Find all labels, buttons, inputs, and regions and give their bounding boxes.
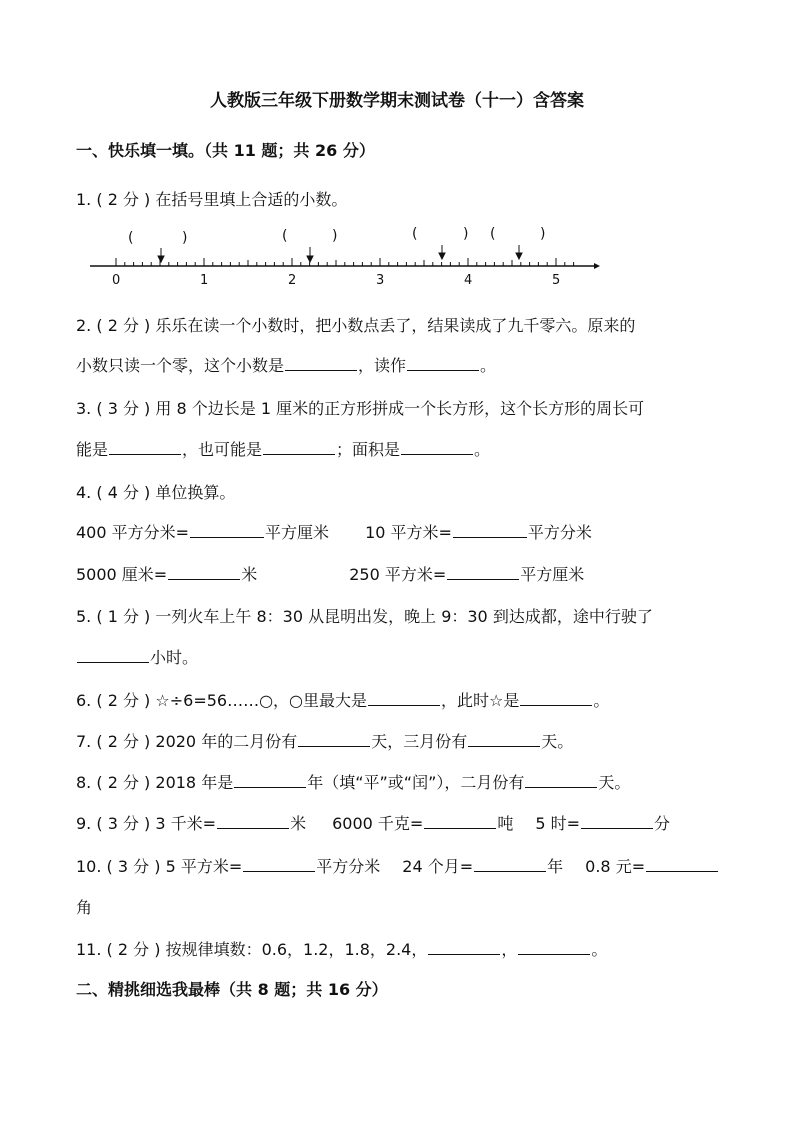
page-title: 人教版三年级下册数学期末测试卷（十一）含答案 [210,91,584,111]
answer-blank[interactable] [234,772,306,788]
question-4-row-1 [76,520,592,543]
question-text: 2020 年的二月份有 [155,732,298,751]
question-text: ，也可能是 [182,440,263,459]
question-text: 3 千米= [155,814,217,833]
tick-label-1: 1 [200,273,209,288]
question-5-line-2 [76,645,198,668]
paren-close: ) [332,228,338,244]
question-text: 5 时= [535,814,581,833]
question-score: ( 1 分 ) [96,607,151,626]
paren-close: ) [463,226,469,242]
answer-blank[interactable] [109,439,181,455]
question-text: 吨 [497,814,514,833]
question-text: 6000 千克= [332,814,424,833]
section-1-heading: 一、快乐填一填。（共 11 题；共 26 分） [76,141,375,160]
answer-blank[interactable] [263,439,335,455]
answer-blank[interactable] [285,355,357,371]
paren-open: ( [282,228,288,244]
answer-blank[interactable] [646,856,718,872]
question-number: 4. [76,483,92,502]
question-text: 米 [241,565,258,584]
answer-blank[interactable] [453,522,527,538]
question-score: ( 2 分 ) [106,940,161,959]
answer-blank[interactable] [298,731,370,747]
question-text: ，读作 [358,356,407,375]
tick-label-2: 2 [288,273,297,288]
question-number: 8. [76,773,92,792]
question-8 [76,770,630,793]
question-number: 7. [76,732,92,751]
question-text: 天。 [541,732,574,751]
answer-blank[interactable] [468,731,540,747]
question-text: 用 8 个边长是 1 厘米的正方形拼成一个长方形，这个长方形的周长可 [155,399,645,418]
question-4-row-2 [76,562,584,585]
question-text: 2018 年是 [155,773,234,792]
question-text: 平方厘米 [520,565,585,584]
question-7 [76,729,573,752]
tick-label-5: 5 [552,273,561,288]
answer-blank[interactable] [581,813,653,829]
question-number: 9. [76,814,92,833]
tick-label-3: 3 [376,273,385,288]
answer-blank[interactable] [428,939,500,955]
answer-blank[interactable] [525,772,597,788]
paren-close: ) [182,230,188,246]
question-number: 5. [76,607,92,626]
paren-open: ( [128,230,134,246]
question-text: 按规律填数：0.6，1.2，1.8，2.4， [165,940,428,959]
question-3-line-2 [76,437,490,460]
question-text: 平方分米 [527,523,592,542]
question-3 [76,396,644,419]
question-text: 分 [654,814,671,833]
question-text: 米 [290,814,307,833]
answer-blank[interactable] [243,856,315,872]
question-text: ， [501,940,518,959]
question-score: ( 3 分 ) [106,857,161,876]
tick-label-4: 4 [464,273,473,288]
question-text: ☆÷6=56……○，○里最大是 [155,691,368,710]
question-text: 乐乐在读一个小数时，把小数点丢了，结果读成了九千零六。原来的 [155,316,636,335]
paren-open: ( [412,226,418,242]
question-1 [76,187,347,210]
question-text: 天，三月份有 [371,732,468,751]
answer-blank[interactable] [407,355,479,371]
question-score: ( 3 分 ) [96,814,151,833]
answer-blank[interactable] [168,564,240,580]
question-score: ( 4 分 ) [96,483,151,502]
question-4 [76,480,235,503]
question-5 [76,604,653,627]
question-score: ( 2 分 ) [96,691,151,710]
question-score: ( 2 分 ) [96,732,151,751]
question-text: ，此时☆是 [441,691,520,710]
question-number: 6. [76,691,92,710]
question-text: 5000 厘米= [76,565,168,584]
question-9 [76,811,670,834]
paren-close: ) [540,226,546,242]
question-2 [76,313,635,336]
question-score: ( 2 分 ) [96,773,151,792]
question-text: 10 平方米= [365,523,452,542]
question-text: ；面积是 [336,440,401,459]
question-text: 。 [591,940,608,959]
question-2-line-2 [76,353,496,376]
question-10-line-2 [76,895,92,918]
question-text: 角 [76,898,93,917]
question-text: 。 [593,691,610,710]
answer-blank[interactable] [520,690,592,706]
question-number: 3. [76,399,92,418]
answer-blank[interactable] [368,690,440,706]
question-text: 250 平方米= [349,565,447,584]
question-text: 0.8 元= [585,857,646,876]
question-text: 5 平方米= [165,857,243,876]
paren-open: ( [490,226,496,242]
answer-blank[interactable] [474,856,546,872]
question-text: 能是 [76,440,109,459]
question-text: 在括号里填上合适的小数。 [155,190,348,209]
question-10 [76,854,719,877]
arrow-markers [158,245,522,262]
answer-blank[interactable] [424,813,496,829]
question-text: 天。 [598,773,631,792]
tick-label-0: 0 [112,273,121,288]
question-text: 。 [474,440,491,459]
question-score: ( 2 分 ) [96,316,151,335]
answer-blank[interactable] [447,564,519,580]
answer-blank[interactable] [518,939,590,955]
question-number: 11. [76,940,102,959]
question-number: 1. [76,190,92,209]
question-text: 单位换算。 [155,483,236,502]
question-text: 年 [547,857,564,876]
axis-arrowhead [594,263,600,269]
number-line-figure [86,222,606,292]
question-11 [76,937,607,960]
question-number: 10. [76,857,102,876]
question-text: 一列火车上午 8：30 从昆明出发，晚上 9：30 到达成都，途中行驶了 [155,607,653,626]
question-text: 24 个月= [402,857,474,876]
answer-blank[interactable] [190,522,264,538]
question-text: 。 [480,356,497,375]
question-6 [76,688,609,711]
question-text: 年（填“平”或“闰”），二月份有 [307,773,525,792]
question-score: ( 3 分 ) [96,399,151,418]
question-number: 2. [76,316,92,335]
axis-ticks [116,258,574,266]
question-text: 平方厘米 [265,523,330,542]
answer-blank[interactable] [77,647,149,663]
answer-blank[interactable] [217,813,289,829]
question-text: 平方分米 [316,857,381,876]
question-score: ( 2 分 ) [96,190,151,209]
answer-blank[interactable] [401,439,473,455]
section-2-heading: 二、精挑细选我最棒（共 8 题；共 16 分） [76,980,388,999]
question-text: 小数只读一个零，这个小数是 [76,356,285,375]
question-text: 小时。 [150,648,199,667]
question-text: 400 平方分米= [76,523,190,542]
